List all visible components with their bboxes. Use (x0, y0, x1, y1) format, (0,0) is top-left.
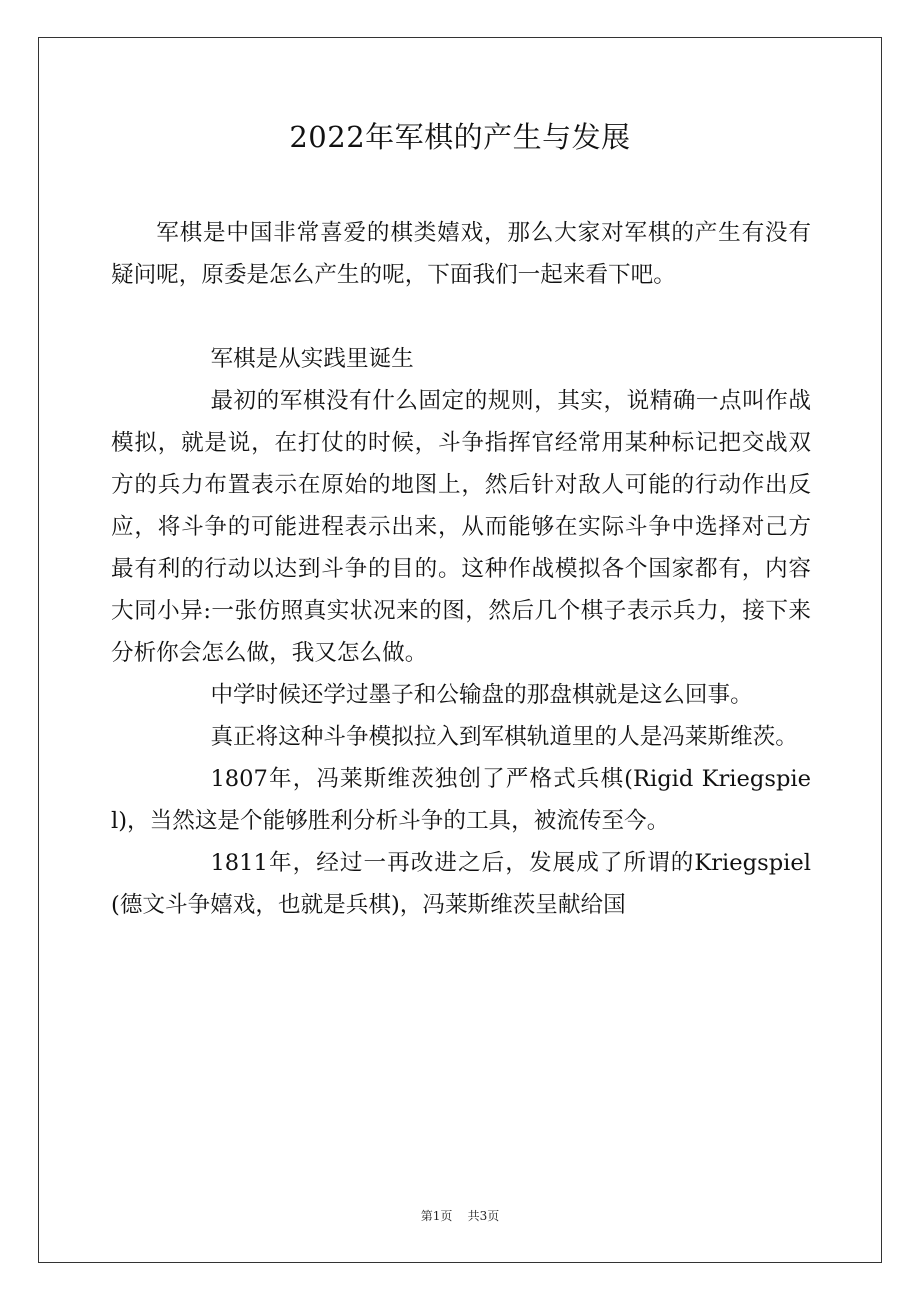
paragraph-gap (111, 296, 811, 338)
body-paragraph: 最初的军棋没有什么固定的规则，其实，说精确一点叫作战模拟，就是说，在打仗的时候，斗争指挥官经常用某种标记把交战双方的兵力布置表示在原始的地图上，然后针对敌人可能的行动作出反应，将斗争的可能进程表示出来，从而能够在实际斗争中选择对己方最有利的行动以达到斗争的目的。这种作战模拟各个国家都有，内容大同小异:一张仿照真实状况来的图，然后几个棋子表示兵力，接下来分析你会怎么做，我又怎么做。 (111, 388, 811, 666)
body-paragraph: 1811年，经过一再改进之后，发展成了所谓的Kriegspiel(德文斗争嬉戏，也就是兵棋)，冯莱斯维茨呈献给国 (111, 850, 811, 918)
document-body (111, 212, 811, 926)
body-paragraph: 中学时候还学过墨子和公输盘的那盘棋就是这么回事。 (210, 682, 753, 708)
total-pages-number: 3 (479, 1209, 488, 1223)
current-page-number: 1 (432, 1209, 441, 1223)
page-label-prefix: 第 (420, 1209, 433, 1223)
document-title: 2022年军棋的产生与发展 (289, 120, 631, 154)
body-paragraph: 真正将这种斗争模拟拉入到军棋轨道里的人是冯莱斯维茨。 (210, 724, 798, 750)
intro-paragraph: 军棋是中国非常喜爱的棋类嬉戏，那么大家对军棋的产生有没有疑问呢，原委是怎么产生的呢，下面我们一起来看下吧。 (111, 220, 811, 288)
total-label-suffix: 页 (487, 1209, 500, 1223)
section-heading: 军棋是从实践里诞生 (210, 346, 414, 372)
page-label-mid: 页 (440, 1209, 453, 1223)
total-label-prefix: 共 (467, 1209, 480, 1223)
body-paragraph: 1807年，冯莱斯维茨独创了严格式兵棋(Rigid Kriegspiel)，当然这是个能够胜利分析斗争的工具，被流传至今。 (111, 766, 811, 834)
page-footer (0, 1206, 920, 1226)
